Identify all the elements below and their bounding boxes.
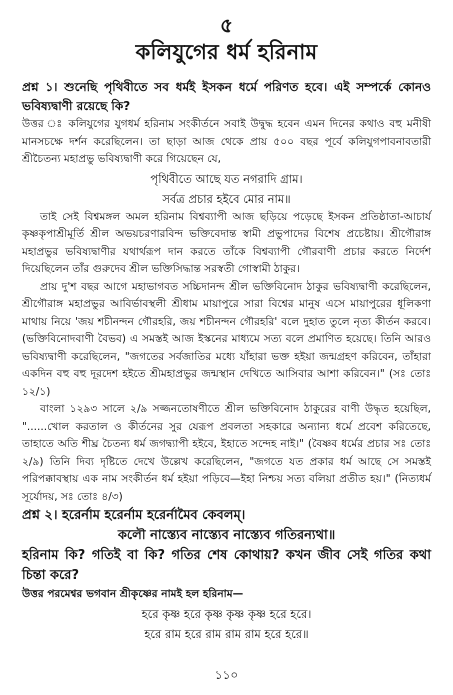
question-2-body: হরিনাম কি? গতিই বা কি? গতির শেষ কোথায়? কখন জীব সেই গতির কথা চিন্তা করে? bbox=[22, 548, 431, 583]
answer-1: উত্তর ঃ কলিযুগের যুগধর্ম হরিনাম সংকীর্তনে সবাই উদ্বুদ্ধ হবেন এমন দিনের কথাও বহু মনীষী মানসচক্ষে দর্শন করেছিলেন। তা ছাড়া আজ থেকে প্রায় ৫০০ বছর পূর্বে কলিযুগপাবনাবতারী শ্রীচৈতন্য মহাপ্রভু ভবিষ্যদ্বাণী করে গিয়েছেন যে, bbox=[22, 118, 431, 165]
chapter-number: ৫ bbox=[220, 13, 233, 37]
verse-line-1: পৃথিবীতে আছে যত নগরাদি গ্রাম। bbox=[150, 171, 303, 186]
page-number: ১১০ bbox=[214, 668, 239, 682]
question-2: প্রশ্ন ২। হরের্নাম হরের্নাম হরের্নামৈব কেবলম্। bbox=[22, 508, 246, 523]
verse-line-2: সর্বত্র প্রচার হইবে মোর নাম॥ bbox=[162, 191, 291, 206]
paragraph-prophecy-bhaktivinoda: প্রায় দু'শ বছর আগে মহাভাগবত সচ্চিদানন্দ শ্রীল ভক্তিবিনোদ ঠাকুর ভবিষ্যদ্বাণী করেছিলেন, শ্রীগৌরাঙ্গ মহাপ্রভুর আবির্ভাবস্থলী শ্রীধাম মায়াপুরে সারা বিশ্বের মানুষ এসে মায়াপুরের ধূলিকণা মাথায় নিয়ে 'জয় শচীনন্দন গৌরহরি, জয় শচীনন্দন গৌরহরি' বলে দুহাত তুলে নৃত্য কীর্তন করবে। (ভক্তিবিনোদবাণী বৈভব) এ সমস্তই আজ ইস্কনের মাধ্যমে সত্য বলে প্রমাণিত হয়েছে। তিনি আরও ভবিষ্যদ্বাণী করেছিলেন, "জগতের সর্বজাতির মধ্যে যাঁহারা ভক্ত হইয়া জন্মগ্রহণ করিবেন, তাঁহারা একদিন বহু বহু দূরদেশ হইতে শ্রীমহাপ্রভুর জন্মস্থান দেখিতে আসিবার আশা করিবেন।" (সঃ তোঃ ১২/১) bbox=[22, 280, 431, 398]
chapter-title: কলিযুগের ধর্ম হরিনাম bbox=[135, 40, 318, 64]
question-1: প্রশ্ন ১। শুনেছি পৃথিবীতে সব ধর্মই ইসকন ধর্মে পরিণত হবে। এই সম্পর্কে কোনও ভবিষ্যদ্বাণী রয়েছে কি? bbox=[22, 80, 431, 113]
mantra-line-2: হরে রাম হরে রাম রাম রাম হরে হরে॥ bbox=[144, 626, 309, 641]
paragraph-iskcon-preaching: তাই সেই বিশ্বমঙ্গল অমল হরিনাম বিশ্বব্যাপী আজ ছড়িয়ে পড়েছে ইসকন প্রতিষ্ঠাতা-আচার্য কৃষ্ণকৃপাশ্রীমূর্তি শ্রীল অভয়চরণারবিন্দ ভক্তিবেদান্ত স্বামী প্রভুপাদের বিশেষ প্রচেষ্টায়। শ্রীগৌরাঙ্গ মহাপ্রভুর ভবিষ্যদ্বাণীর যথার্থরূপ দান করতে তাঁকে বিশ্বব্যাপী গৌরবাণী প্রচার করতে নির্দেশ দিয়েছিলেন তাঁর গুরুদেব শ্রীল ভক্তিসিদ্ধান্ত সরস্বতী গোস্বামী ঠাকুর। bbox=[22, 210, 431, 275]
sloka-line: কলৌ নাস্ত্যেব নাস্ত্যেব নাস্ত্যেব গতিরন্যথা॥ bbox=[117, 528, 336, 543]
mantra-line-1: হরে কৃষ্ণ হরে কৃষ্ণ কৃষ্ণ কৃষ্ণ হরে হরে। bbox=[141, 606, 312, 621]
paragraph-sajjana-toshani: বাংলা ১২৯৩ সালে ২/৯ সজ্জনতোষণীতে শ্রীল ভক্তিবিনোদ ঠাকুরের বাণী উদ্ধৃত হয়েছিল, "......খোল করতাল ও কীর্তনের সুর যেরূপ প্রবলতা সহকারে অন্যান্য ধর্মে প্রবেশ করিতেছে, তাহাতে অতি শীঘ্র চৈতন্য ধর্ম জগদ্ব্যাপী হইবে, ইহাতে সন্দেহ নাই।" (বৈষ্ণব ধর্মের প্রচার সঃ তোঃ ২/৯) তিনি দিব্য দৃষ্টিতে দেখে উল্লেখ করেছিলেন, "জগতে যত প্রকার ধর্ম আছে সে সমস্তই পরিপক্কাবস্থায় এক নাম সংকীর্তন ধর্ম হইয়া পড়িবে—ইহা নিশ্চয় সত্য বলিয়া প্রতীত হয়।" (নিত্যধর্ম সূর্যোদয়, সঃ তোঃ ৪/৩) bbox=[22, 403, 431, 503]
answer-2: উত্তর পরমেশ্বর ভগবান শ্রীকৃষ্ণের নামই হল হরিনাম— bbox=[22, 588, 244, 600]
